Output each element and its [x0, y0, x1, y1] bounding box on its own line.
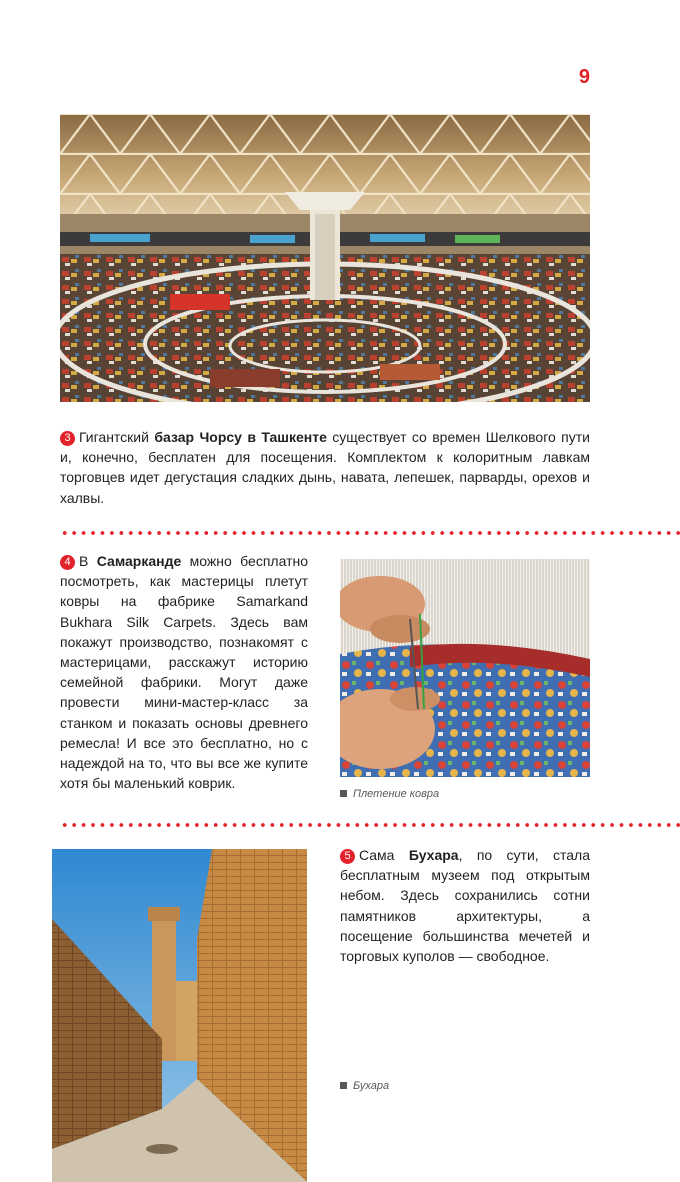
- divider-2: [60, 822, 680, 828]
- badge-5: 5: [340, 849, 355, 864]
- bazaar-name: базар Чорсу в Ташкенте: [154, 429, 327, 445]
- caption-square-icon: [340, 790, 347, 797]
- badge-3: 3: [60, 431, 75, 446]
- bukhara-name: Бухара: [408, 847, 459, 863]
- weaving-caption: Плетение ковра: [340, 788, 439, 800]
- divider-1: [60, 530, 680, 536]
- samarkand-name: Самарканде: [96, 553, 182, 569]
- bazaar-photo: [60, 114, 590, 402]
- bukhara-photo: [52, 849, 307, 1182]
- page-number: 9: [578, 66, 590, 88]
- weaving-illustration: [340, 559, 590, 777]
- section-5-text: 5 Сама Бухара, по сути, стала бесплатным музеем под открытым небом. Здесь сохранились сотни памятников архитектуры, а посещение большинства мечетей и торговых куполов — свободное.: [340, 847, 591, 965]
- caption-square-icon: [340, 1082, 347, 1089]
- bukhara-illustration: [52, 849, 307, 1182]
- weaving-photo: [340, 559, 590, 777]
- bazaar-illustration: [60, 114, 590, 402]
- badge-4: 4: [60, 555, 75, 570]
- section-4-text: 4 В Самарканде можно бесплатно посмотреть, как мастерицы плетут ковры на фабрике Samarkand Bukhara Silk Carpets. Здесь вам покажут производство, познакомят с мастерицами, расскажут историю семейной фабрики. Могут даже провести мини-мастер-класс за станком и показать основы древнего ремесла! И все это бесплатно, но с надеждой на то, что вы все же купите хотя бы маленький коврик.: [60, 553, 308, 792]
- bukhara-caption: Бухара: [340, 1080, 389, 1092]
- section-3-text: 3 Гигантский базар Чорсу в Ташкенте существует со времен Шелкового пути и, конечно, бесплатен для посещения. Комплектом к колоритным лавкам торговцев идет дегустация сладких дынь, навата, лепешек, парварды, орехов и халвы.: [60, 429, 590, 506]
